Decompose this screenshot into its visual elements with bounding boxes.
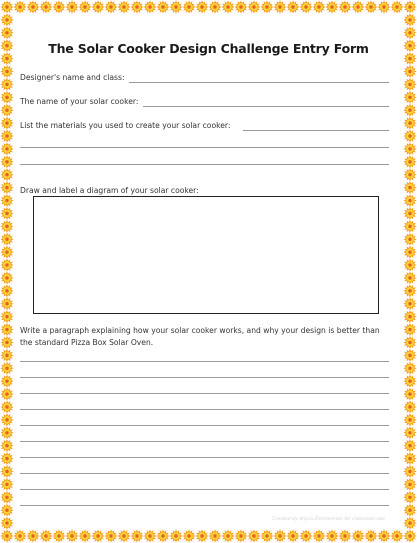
diagram-label: Draw and label a diagram of your solar cooker: [20,186,199,195]
sun-icon [0,104,13,117]
sun-icon [247,0,260,13]
sun-icon [312,529,325,542]
sun-icon [403,336,416,349]
paragraph-line[interactable] [20,473,389,474]
sun-icon [403,387,416,400]
sun-icon [403,65,416,78]
sun-icon [0,220,13,233]
sun-icon [169,529,182,542]
sun-icon [273,529,286,542]
sun-icon [403,155,416,168]
sun-icon [0,284,13,297]
sun-icon [117,0,130,13]
sun-icon [0,465,13,478]
sun-icon [65,529,78,542]
sun-icon [26,529,39,542]
sun-icon [403,465,416,478]
sun-icon [0,194,13,207]
sun-icon [0,310,13,323]
sun-icon [403,13,416,26]
sun-icon [377,529,390,542]
sun-icon [0,517,13,530]
sun-icon [234,0,247,13]
sun-icon [0,529,13,542]
sun-icon [403,491,416,504]
sun-icon [403,349,416,362]
sun-icon [0,258,13,271]
designer-line[interactable] [129,82,389,83]
sun-icon [0,233,13,246]
sun-icon [403,310,416,323]
sun-icon [52,0,65,13]
sun-icon [0,168,13,181]
sun-icon [260,529,273,542]
paragraph-line[interactable] [20,425,389,426]
sun-icon [0,271,13,284]
cooker-name-line[interactable] [143,106,389,107]
sun-icon [0,13,13,26]
sun-icon [260,0,273,13]
sun-icon [0,413,13,426]
sun-icon [13,529,26,542]
sun-icon [0,181,13,194]
paragraph-line[interactable] [20,377,389,378]
sun-icon [364,529,377,542]
sun-icon [390,0,403,13]
sun-icon [130,529,143,542]
sun-icon [0,246,13,259]
sun-icon [312,0,325,13]
sun-icon [403,517,416,530]
sun-icon [403,78,416,91]
sun-icon [403,284,416,297]
materials-line-1[interactable] [243,130,389,131]
sun-icon [403,478,416,491]
credit-text: Created by Alycia Zimmerman for classroom use [272,517,385,522]
materials-label: List the materials you used to create your solar cooker: [20,121,231,130]
sun-icon [299,529,312,542]
diagram-box[interactable] [33,196,379,314]
paragraph-line[interactable] [20,361,389,362]
sun-icon [403,207,416,220]
sun-icon [91,529,104,542]
sun-icon [39,529,52,542]
sun-icon [403,439,416,452]
sun-icon [0,129,13,142]
sun-icon [403,297,416,310]
sun-icon [143,529,156,542]
sun-icon [208,0,221,13]
paragraph-prompt-line-2: the standard Pizza Box Solar Oven. [20,338,154,347]
sun-icon [104,529,117,542]
sun-icon [0,362,13,375]
sun-icon [52,529,65,542]
sun-icon [91,0,104,13]
paragraph-line[interactable] [20,409,389,410]
sun-icon [182,0,195,13]
sun-icon [0,155,13,168]
sun-icon [156,529,169,542]
sun-icon [39,0,52,13]
sun-icon [0,117,13,130]
sun-icon [208,529,221,542]
sun-icon [403,181,416,194]
sun-icon [0,349,13,362]
sun-icon [403,400,416,413]
sun-icon [403,129,416,142]
sun-icon [0,65,13,78]
sun-icon [403,529,416,542]
sun-icon [377,0,390,13]
sun-icon [130,0,143,13]
sun-icon [403,142,416,155]
designer-label: Designer's name and class: [20,73,125,82]
sun-icon [0,323,13,336]
sun-icon [234,529,247,542]
sun-icon [403,104,416,117]
paragraph-line[interactable] [20,489,389,490]
sun-icon [390,529,403,542]
sun-icon [403,233,416,246]
sun-icon [403,0,416,13]
sun-icon [403,26,416,39]
sun-icon [0,387,13,400]
sun-icon [338,529,351,542]
paragraph-line[interactable] [20,505,389,506]
paragraph-line[interactable] [20,393,389,394]
form-title: The Solar Cooker Design Challenge Entry Form [48,41,369,56]
sun-icon [0,504,13,517]
sun-icon [403,323,416,336]
sun-icon [286,529,299,542]
sun-icon [0,0,13,13]
sun-icon [0,426,13,439]
sun-icon [221,529,234,542]
sun-icon [195,529,208,542]
sun-icon [403,426,416,439]
paragraph-line[interactable] [20,441,389,442]
paragraph-prompt-line-1: Write a paragraph explaining how your solar cooker works, and why your design is better than [20,326,380,335]
sun-icon [403,271,416,284]
sun-icon [0,297,13,310]
sun-icon [403,375,416,388]
sun-icon [403,504,416,517]
sun-icon [0,439,13,452]
sun-icon [0,78,13,91]
sun-icon [169,0,182,13]
sun-icon [403,194,416,207]
sun-icon [0,400,13,413]
sun-icon [403,413,416,426]
sun-icon [403,91,416,104]
sun-icon [143,0,156,13]
sun-icon [0,375,13,388]
sun-icon [403,168,416,181]
sun-icon [273,0,286,13]
sun-icon [403,246,416,259]
paragraph-line[interactable] [20,457,389,458]
materials-line-2[interactable] [20,147,389,148]
cooker-name-label: The name of your solar cooker: [20,97,139,106]
sun-icon [0,91,13,104]
sun-icon [65,0,78,13]
sun-icon [286,0,299,13]
materials-line-3[interactable] [20,164,389,165]
sun-icon [0,207,13,220]
sun-icon [0,491,13,504]
sun-icon [403,117,416,130]
sun-icon [0,26,13,39]
sun-icon [182,529,195,542]
sun-icon [13,0,26,13]
sun-icon [0,478,13,491]
sun-icon [351,0,364,13]
sun-icon [403,362,416,375]
sun-icon [195,0,208,13]
sun-icon [0,142,13,155]
sun-icon [403,220,416,233]
sun-icon [104,0,117,13]
sun-icon [26,0,39,13]
sun-icon [299,0,312,13]
sun-icon [0,452,13,465]
sun-icon [78,0,91,13]
sun-icon [0,336,13,349]
sun-icon [221,0,234,13]
sun-icon [325,0,338,13]
sun-icon [403,452,416,465]
sun-icon [351,529,364,542]
sun-icon [117,529,130,542]
sun-icon [247,529,260,542]
sun-icon [364,0,377,13]
sun-icon [78,529,91,542]
sun-icon [325,529,338,542]
sun-icon [403,258,416,271]
sun-icon [338,0,351,13]
sun-icon [156,0,169,13]
